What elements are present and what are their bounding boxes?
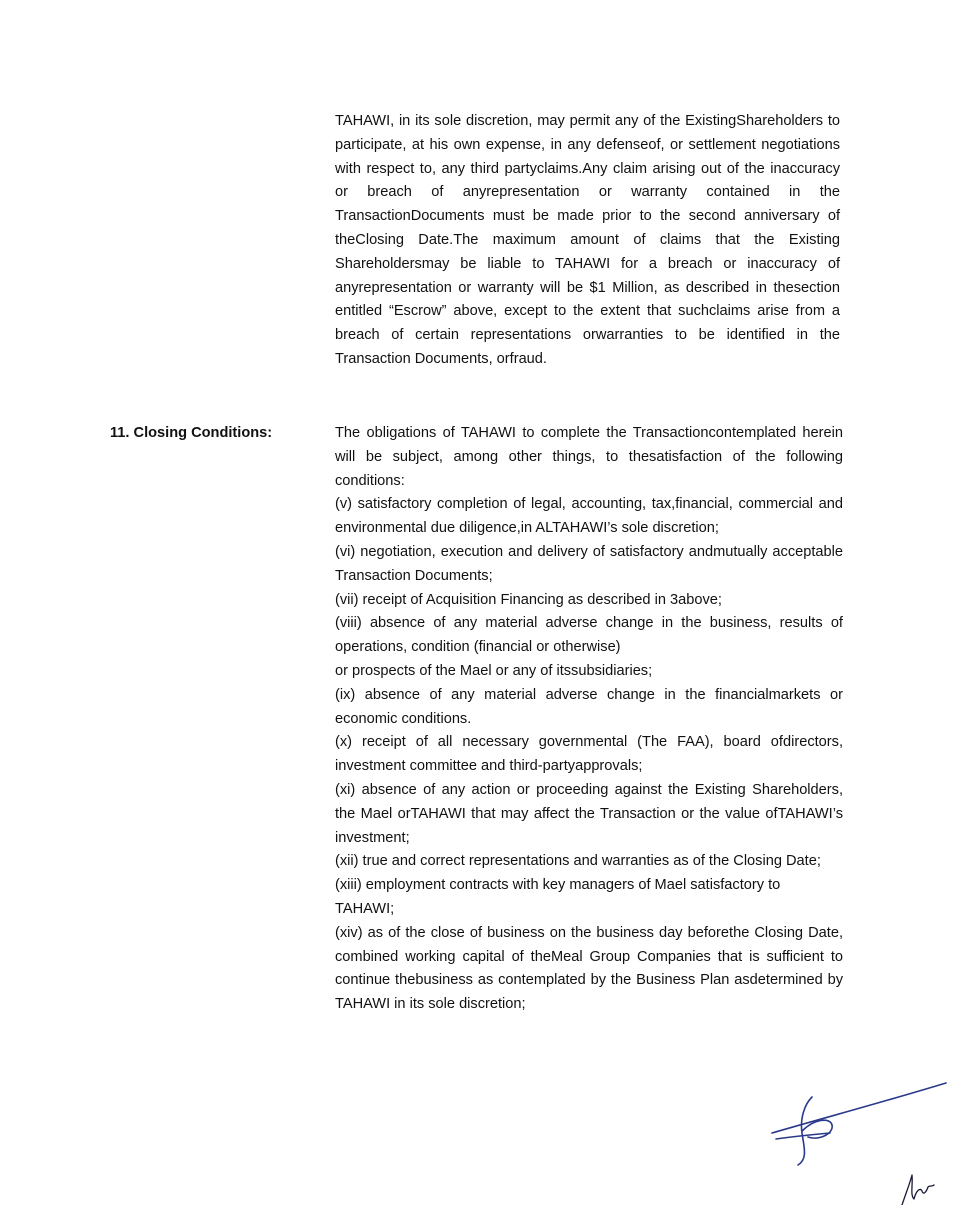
- section-heading-closing-conditions: 11. Closing Conditions:: [110, 425, 273, 441]
- condition-item: (xiv) as of the close of business on the business day beforethe Closing Date, combined working capital of theMeal Group Companies that is sufficient to continue thebusiness as contemplated by the Business Plan asdetermined by TAHAWI in its sole discretion;: [335, 924, 843, 1013]
- condition-item: (xii) true and correct representations and warranties as of the Closing Date;: [335, 853, 821, 870]
- closing-conditions-intro: The obligations of TAHAWI to complete the Transactioncontemplated herein will be subject, among other things, to thesatisfaction of the following conditions:: [335, 425, 843, 489]
- condition-item: (x) receipt of all necessary governmental (The FAA), board ofdirectors, investment committee and third-partyapprovals;: [335, 734, 843, 775]
- condition-item: (vii) receipt of Acquisition Financing as described in 3above;: [335, 591, 722, 608]
- closing-conditions-body: [335, 422, 843, 1017]
- condition-item: (ix) absence of any material adverse change in the financialmarkets or economic conditions.: [335, 686, 843, 727]
- condition-item: (xiii) employment contracts with key managers of Mael satisfactory to TAHAWI;: [335, 877, 781, 917]
- condition-item: (vi) negotiation, execution and delivery of satisfactory andmutually acceptable Transaction Documents;: [335, 543, 843, 584]
- signature-stroke-line: [772, 1083, 946, 1133]
- condition-item: (viii) absence of any material adverse change in the business, results of operations, condition (financial or otherwise): [335, 615, 843, 656]
- indemnification-paragraph: TAHAWI, in its sole discretion, may permit any of the ExistingShareholders to participate, at his own expense, in any defenseof, or settlement negotiations with respect to, any third partyclaims.Any claim arising out of the inaccuracy or breach of anyrepresentation or warranty contained in the TransactionDocuments must be made prior to the second anniversary of theClosing Date.The maximum amount of claims that the Existing Shareholdersmay be liable to TAHAWI for a breach or inaccuracy of anyrepresentation or warranty will be $1 Million, as described in thesection entitled “Escrow” above, except to the extent that suchclaims arise from a breach of certain representations orwarranties to be identified in the Transaction Documents, orfraud.: [335, 113, 840, 367]
- condition-item: or prospects of the Mael or any of itssubsidiaries;: [335, 662, 653, 679]
- signature-initials: [760, 1075, 950, 1205]
- signature-stroke-initial: [776, 1097, 832, 1165]
- signature-stroke-second: [902, 1175, 934, 1205]
- condition-item: (xi) absence of any action or proceeding against the Existing Shareholders, the Mael orTAHAWI that may affect the Transaction or the value ofTAHAWI’s investment;: [335, 781, 843, 846]
- condition-item: (v) satisfactory completion of legal, accounting, tax,financial, commercial and environmental due diligence,in ALTAHAWI’s sole discretion;: [335, 496, 843, 537]
